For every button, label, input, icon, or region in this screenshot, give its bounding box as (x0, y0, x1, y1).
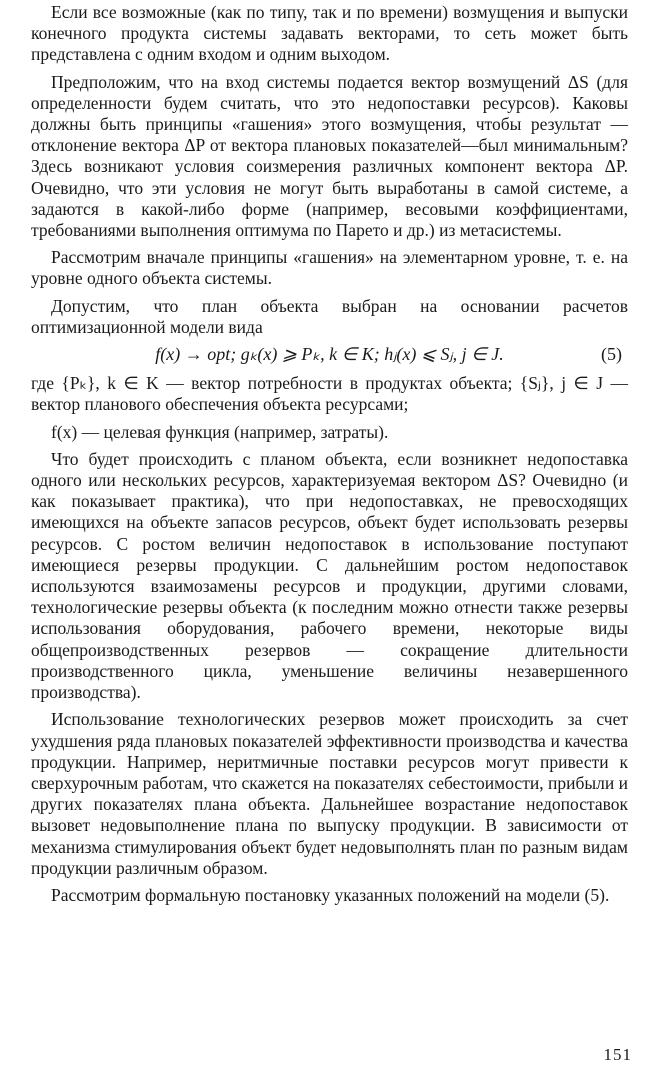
paragraph-technological-reserves: Использование технологических резервов может происходить за счет ухудшения ряда плановых показателей эффективности производства и качества продукции. Например, неритмичные поставки ресурсов могут привести к сверхурочным работам, что скажется на показателях себестоимости, прибыли и других показателях плана объекта. Дальнейшее возрастание недопоставок вызовет недовыполнение плана по выпуску продукции. В зависимости от механизма стимулирования объект будет недовыполнять план по разным видам продукции различным образом. (31, 709, 628, 878)
equation-5 (31, 344, 628, 365)
paragraph-disturbance-vectors: Если все возможные (как по типу, так и по времени) возмущения и выпуски конечного продукта системы задавать векторами, то сеть может быть представлена с одним входом и одним выходом. (31, 2, 628, 65)
paragraph-elementary-level: Рассмотрим вначале принципы «гашения» на элементарном уровне, т. е. на уровне одного объекта системы. (31, 247, 628, 289)
paragraph-shortage-effects: Что будет происходить с планом объекта, если возникнет недопоставка одного или нескольких ресурсов, характеризуемая вектором ΔS? Очевидно (и как показывает практика), что при недопоставках, не превосходящих имеющихся на объекте запасов ресурсов, объект будет использовать резервы ресурсов. С ростом величин недопоставок в использование поступают имеющиеся резервы продукции. С дальнейшим ростом недопоставок используются взаимозамены ресурсов и продукции, другими словами, технологические резервы объекта (к последним можно отнести также резервы использования оборудования, рабочего времени, некоторые виды общепроизводственных резервов — сокращение длительности производственного цикла, уменьшение величины незавершенного производства). (31, 448, 628, 703)
paragraph-damping-principles: Предположим, что на вход системы подается вектор возмущений ΔS (для определенности будем считать, что это недопоставки ресурсов). Каковы должны быть принципы «гашения» этого возмущения, чтобы результат — отклонение вектора ΔP от вектора плановых показателей—был минимальным? Здесь возникают условия соизмерения различных компонент вектора ΔP. Очевидно, что эти условия не могут быть выработаны в самой системе, а задаются в какой-либо форме (например, весовыми коэффициентами, требованиями выполнения оптимума по Парето и др.) из метасистемы. (31, 71, 628, 241)
equation-body: f(x) → opt; gₖ(x) ⩾ Pₖ, k ∈ K; hⱼ(x) ⩽ Sⱼ, j ∈ J. (155, 344, 504, 365)
paragraph-variable-definitions: где {Pₖ}, k ∈ K — вектор потребности в продуктах объекта; {Sⱼ}, j ∈ J — вектор планового обеспечения объекта ресурсами; (31, 373, 628, 415)
paragraph-optimization-model: Допустим, что план объекта выбран на основании расчетов оптимизационной модели вида (31, 295, 628, 337)
paragraph-objective-function: f(x) — целевая функция (например, затраты). (51, 421, 389, 442)
paragraph-formal-statement: Рассмотрим формальную постановку указанных положений на модели (5). (51, 884, 610, 905)
page-number: 151 (603, 1045, 632, 1064)
equation-number: (5) (601, 344, 622, 365)
